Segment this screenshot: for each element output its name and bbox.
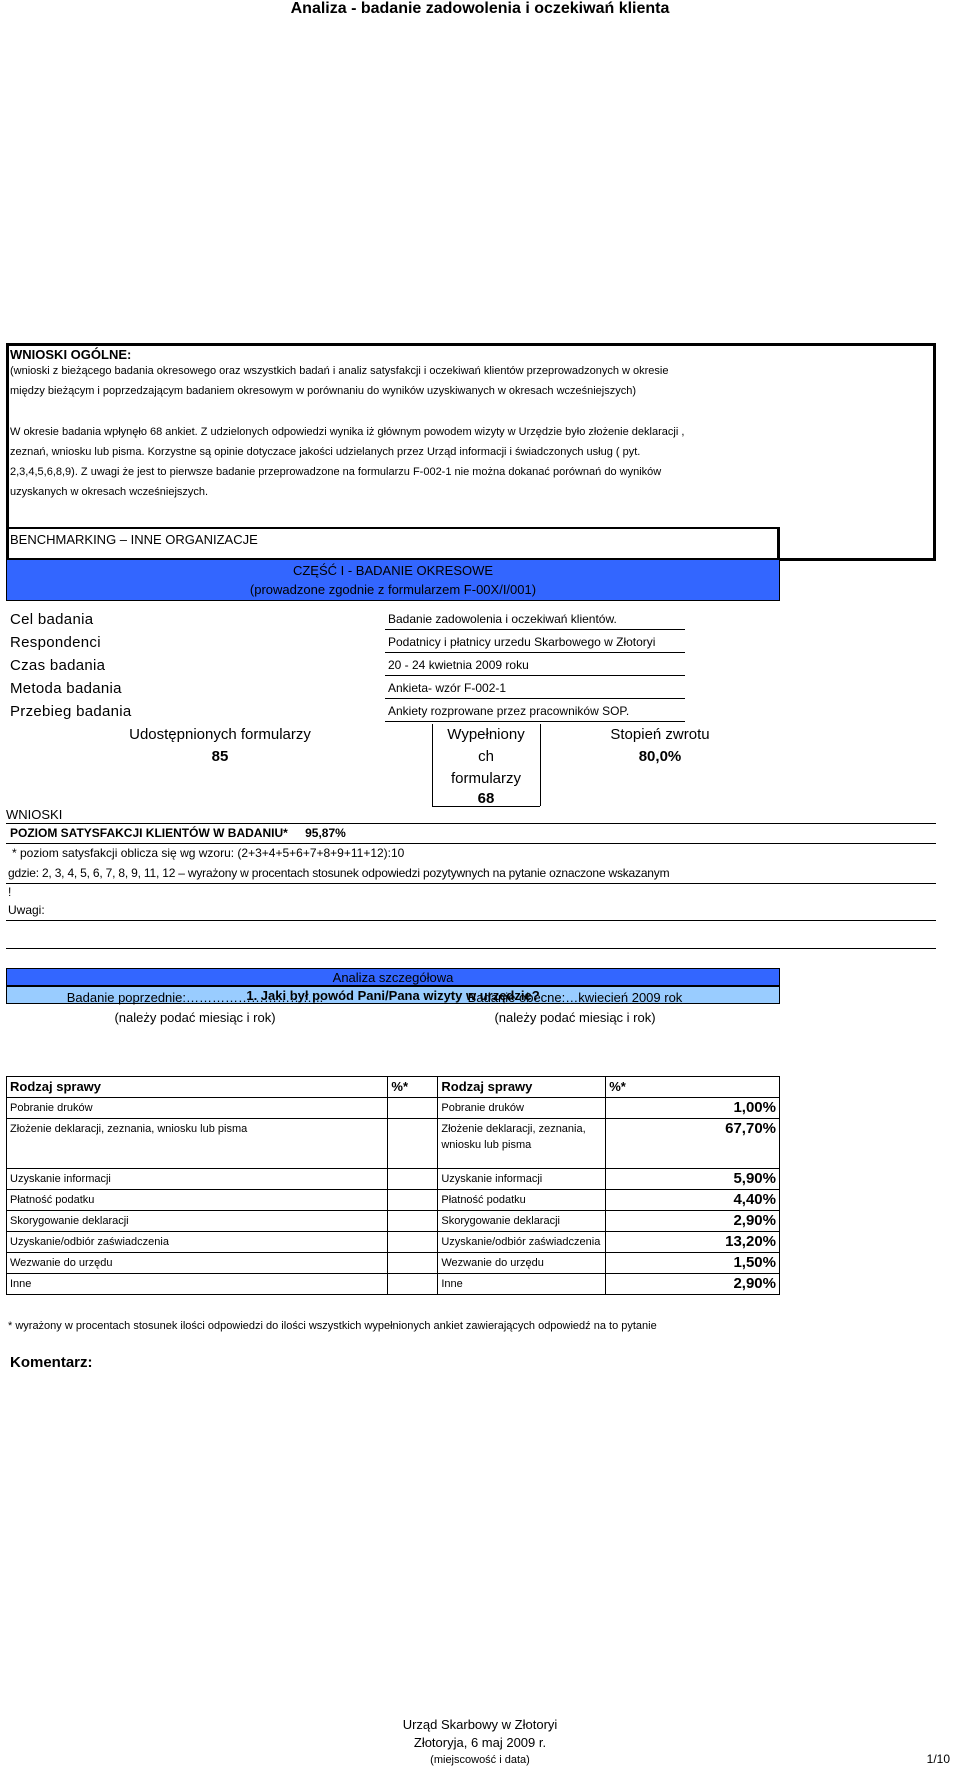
table-row (7, 1211, 780, 1232)
visit-reason-table (6, 1076, 780, 1295)
exclamation-mark: ! (8, 885, 12, 899)
table-row (7, 1274, 780, 1295)
table-cell: Złożenie deklaracji, zeznania, wniosku lub pisma (438, 1119, 606, 1169)
table-cell (388, 1253, 438, 1274)
table-cell (388, 1119, 438, 1169)
filled-forms-label: Wypełniony (447, 726, 525, 743)
conclusion-line: uzyskanych w okresach wcześniejszych. (10, 486, 209, 498)
conclusion-line: 2,3,4,5,6,8,9). Z uwagi że jest to pierwsze badanie przeprowadzone na formularzu F-002-1 nie można dokanać porównań do wyników (10, 466, 662, 478)
general-conclusions-intro (10, 361, 930, 401)
table-cell-pct: 4,40% (606, 1190, 780, 1211)
table-cell-pct: 2,90% (606, 1211, 780, 1232)
footer-office: Urząd Skarbowy w Złotoryi (402, 1717, 558, 1732)
divider (385, 652, 685, 653)
table-cell-pct: 1,00% (606, 1098, 780, 1119)
conclusions-heading: WNIOSKI (6, 807, 63, 822)
comment-label: Komentarz: (10, 1354, 93, 1371)
table-cell: Inne (7, 1274, 388, 1295)
table-cell (388, 1169, 438, 1190)
table-row (7, 1098, 780, 1119)
detail-value-respondents: Podatnicy i płatnicy urzedu Skarbowego w Złotoryi (388, 635, 656, 649)
divider (385, 721, 685, 722)
footer-place-date: Złotoryja, 6 maj 2009 r. (413, 1735, 547, 1750)
table-row (7, 1232, 780, 1253)
intro-line: między bieżącym i poprzedzającym badaniem okresowym w porównaniu do wyników uzyskiwanych w okresach wcześniejszych) (10, 385, 637, 397)
divider (385, 675, 685, 676)
table-cell-pct: 67,70% (606, 1119, 780, 1169)
detailed-analysis-heading: Analiza szczegółowa (6, 968, 780, 986)
part1-title: CZĘŚĆ I - BADANIE OKRESOWE (292, 563, 494, 578)
current-survey-label: Badanie obecne:…kwiecień 2009 rok (467, 990, 683, 1005)
table-header-cell: Rodzaj sprawy (438, 1077, 606, 1098)
shared-forms-value: 85 (211, 748, 229, 765)
table-row (7, 1119, 780, 1169)
table-cell: Uzyskanie informacji (7, 1169, 388, 1190)
table-cell: Złożenie deklaracji, zeznania, wniosku lub pisma (7, 1119, 388, 1169)
table-row (7, 1190, 780, 1211)
table-cell: Płatność podatku (438, 1190, 606, 1211)
table-cell: Pobranie druków (7, 1098, 388, 1119)
previous-survey-label (0, 990, 390, 1005)
table-cell-pct: 13,20% (606, 1232, 780, 1253)
satisfaction-where: gdzie: 2, 3, 4, 5, 6, 7, 8, 9, 11, 12 – wyrażony w procentach stosunek odpowiedzi pozytywnych na pytanie oznaczone wskazanym (8, 866, 670, 880)
table-header-cell: %* (388, 1077, 438, 1098)
detail-value-time: 20 - 24 kwietnia 2009 roku (388, 658, 529, 672)
page-number: 1/10 (926, 1752, 950, 1766)
divider (385, 629, 685, 630)
filled-forms-label: ch (478, 748, 494, 765)
table-cell-pct: 1,50% (606, 1253, 780, 1274)
detail-label-respondents: Respondenci (10, 634, 101, 651)
table-cell-pct: 5,90% (606, 1169, 780, 1190)
table-cell: Wezwanie do urzędu (438, 1253, 606, 1274)
table-cell: Uzyskanie/odbiór zaświadczenia (7, 1232, 388, 1253)
divider (385, 698, 685, 699)
part1-subtitle: (prowadzone zgodnie z formularzem F-00X/I/001) (249, 582, 537, 597)
conclusion-line: W okresie badania wpłynęło 68 ankiet. Z udzielonych odpowiedzi wynika iż głównym powodem wizyty w Urzędzie było złożenie deklaracji , (10, 426, 685, 438)
detail-label-goal: Cel badania (10, 611, 94, 628)
table-cell: Wezwanie do urzędu (7, 1253, 388, 1274)
detail-value-course: Ankiety rozprowane przez pracowników SOP. (388, 704, 630, 718)
table-cell (388, 1190, 438, 1211)
divider (6, 823, 936, 824)
satisfaction-level-label: POZIOM SATYSFAKCJI KLIENTÓW W BADANIU* (10, 826, 288, 840)
table-cell (388, 1274, 438, 1295)
satisfaction-level (10, 826, 346, 840)
table-cell: Inne (438, 1274, 606, 1295)
footer-hint: (miejscowość i data) (430, 1754, 530, 1766)
detail-label-method: Metoda badania (10, 680, 122, 697)
table-row (7, 1169, 780, 1190)
filled-forms-label: formularzy (450, 770, 521, 787)
table-cell-pct: 2,90% (606, 1274, 780, 1295)
table-row (7, 1253, 780, 1274)
table-cell (388, 1098, 438, 1119)
table-header-cell: %* (606, 1077, 780, 1098)
shared-forms-label: Udostępnionych formularzy (129, 726, 311, 743)
question-1: 1. Jaki był powód Pani/Pana wizyty w urzędzie? (6, 986, 780, 1004)
return-rate-label: Stopień zwrotu (610, 726, 710, 743)
remarks-label: Uwagi: (8, 903, 45, 917)
table-header-row (7, 1077, 780, 1098)
benchmarking-label: BENCHMARKING – INNE ORGANIZACJE (10, 532, 258, 547)
divider (6, 883, 936, 884)
detail-label-course: Przebieg badania (10, 703, 132, 720)
divider (6, 843, 936, 844)
table-cell: Skorygowanie deklaracji (438, 1211, 606, 1232)
table-cell: Uzyskanie/odbiór zaświadczenia (438, 1232, 606, 1253)
divider (6, 948, 936, 949)
divider (6, 920, 936, 921)
detail-value-goal: Badanie zadowolenia i oczekiwań klientów. (388, 612, 617, 626)
detail-value-method: Ankieta- wzór F-002-1 (388, 681, 507, 695)
page-title: Analiza - badanie zadowolenia i oczekiwań klienta (290, 0, 670, 17)
table-cell: Płatność podatku (7, 1190, 388, 1211)
current-survey-hint: (należy podać miesiąc i rok) (494, 1010, 656, 1025)
table-cell: Skorygowanie deklaracji (7, 1211, 388, 1232)
detail-label-time: Czas badania (10, 657, 106, 674)
table-footnote: * wyrażony w procentach stosunek ilości odpowiedzi do ilości wszystkich wypełnionych ankiet zawierających odpowiedź na to pytanie (8, 1320, 657, 1332)
general-conclusions-text (10, 422, 930, 502)
table-header-cell: Rodzaj sprawy (7, 1077, 388, 1098)
filled-forms-value: 68 (477, 790, 495, 807)
previous-survey-hint: (należy podać miesiąc i rok) (114, 1010, 276, 1025)
table-cell: Uzyskanie informacji (438, 1169, 606, 1190)
divider (540, 724, 541, 806)
intro-line: (wnioski z bieżącego badania okresowego oraz wszystkich badań i analiz satysfakcji i oczekiwań klientów przeprowadzonych w okresie (10, 365, 669, 377)
previous-survey-text: Badanie poprzednie:………………………….. (66, 990, 324, 1005)
satisfaction-formula: * poziom satysfakcji oblicza się wg wzoru: (2+3+4+5+6+7+8+9+11+12):10 (12, 846, 405, 860)
satisfaction-level-value: 95,87% (305, 826, 346, 840)
table-cell: Pobranie druków (438, 1098, 606, 1119)
return-rate-value: 80,0% (638, 748, 682, 765)
table-cell (388, 1211, 438, 1232)
table-cell (388, 1232, 438, 1253)
conclusion-line: zeznań, wniosku lub pisma. Korzystne są opinie dotyczace jakości udzielanych przez Urząd informacji i świadczonych usług ( pyt. (10, 446, 641, 458)
general-conclusions-heading: WNIOSKI OGÓLNE: (10, 347, 132, 362)
